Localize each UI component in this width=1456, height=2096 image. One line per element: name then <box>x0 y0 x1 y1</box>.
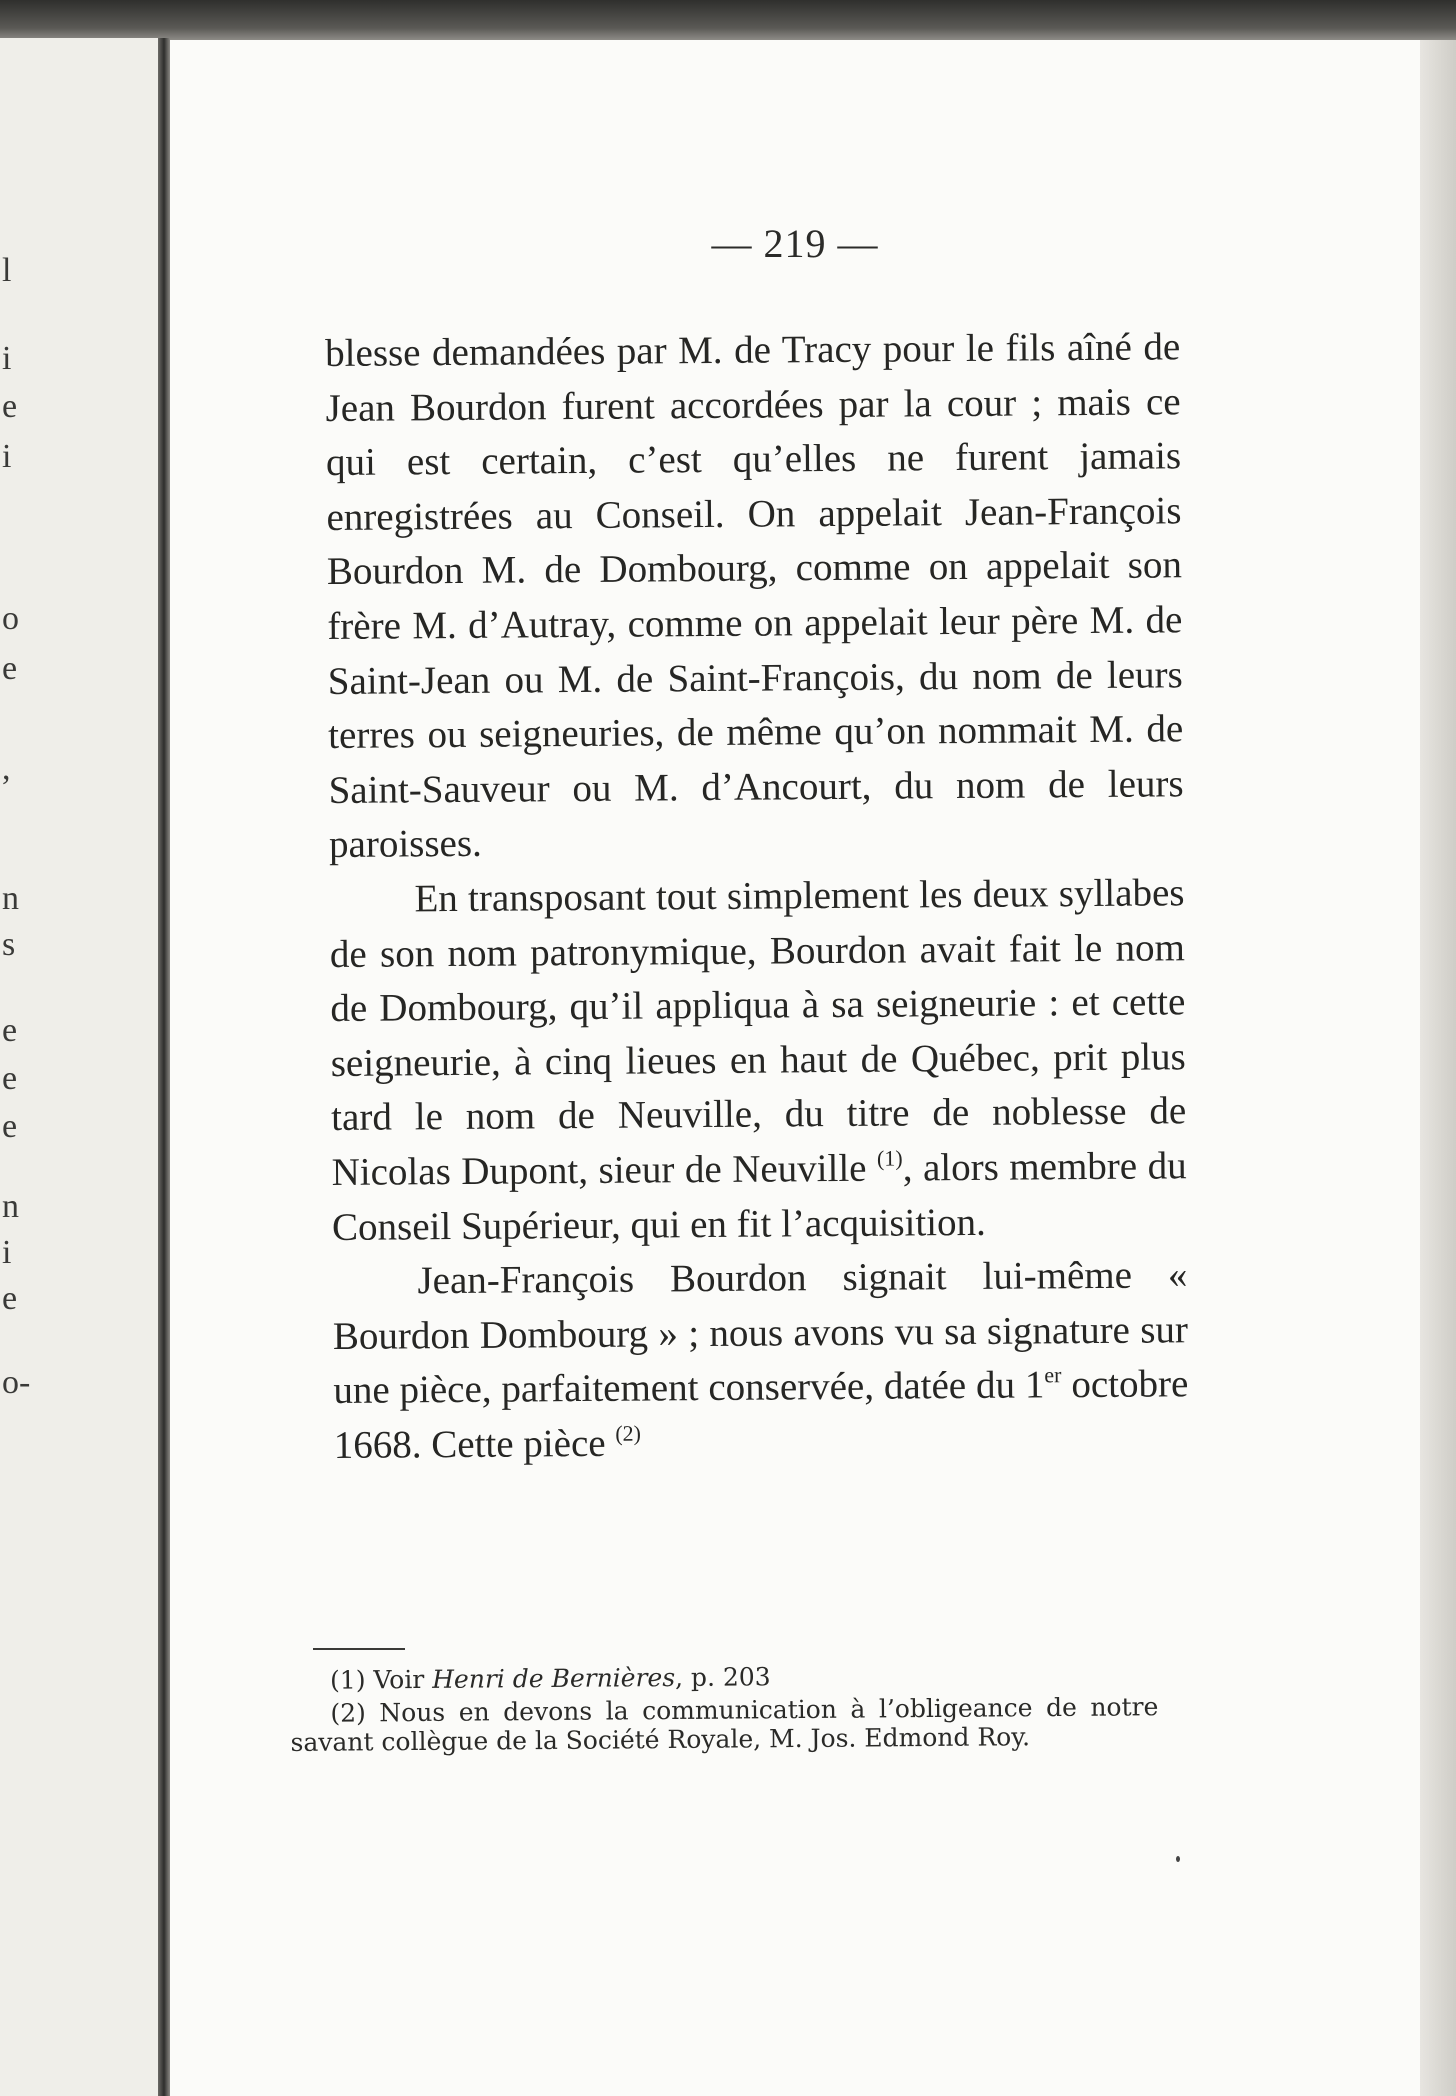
margin-fragment: o <box>2 600 19 637</box>
margin-fragment: e <box>2 388 18 425</box>
cited-title: Henri de Bernières <box>432 1662 676 1694</box>
margin-fragment: , <box>2 750 11 787</box>
ink-speck <box>1176 1856 1180 1862</box>
book-spine <box>158 38 170 2096</box>
margin-fragment: i <box>2 1234 12 1271</box>
footnote-rule <box>313 1648 405 1650</box>
body-text <box>325 320 1189 1473</box>
margin-fragment: n <box>2 880 19 917</box>
margin-fragment: i <box>2 438 12 475</box>
footnote: (2) Nous en devons la communication à l’obligeance de notre savant collègue de la Société Royale, M. Jos. Edmond Roy. <box>290 1692 1159 1757</box>
footnote: (1) Voir Henri de Bernières, p. 203 <box>329 1662 771 1695</box>
footnote-ref: (2) <box>615 1420 642 1446</box>
left-page-sliver <box>0 38 158 2096</box>
margin-fragment: e <box>2 1060 18 1097</box>
paragraph: En transposant tout simplement les deux syllabes de son nom patronymique, Bourdon avait fait le nom de Dombourg, qu’il appliqua à sa seigneurie : et cette seigneurie, à cinq lieues en haut de Québec, prit plus tard le nom de Neuville, du titre de noblesse de Nicolas Dupont, sieur de Neuville $^{(1)}$, alors membre du Conseil Supérieur, qui en fit l’acquisition. <box>329 871 1187 1249</box>
margin-fragment: e <box>2 1280 18 1317</box>
margin-fragment: e <box>2 650 18 687</box>
ordinal-superscript: er <box>1044 1362 1062 1388</box>
right-page-edge <box>1420 40 1456 2096</box>
margin-fragment: e <box>2 1012 18 1049</box>
footnotes <box>290 1659 1159 1761</box>
footnote-ref: (1) <box>876 1145 903 1171</box>
top-page-edge <box>0 0 1456 40</box>
page-number: — 219 — <box>711 221 879 266</box>
margin-fragment: o- <box>2 1364 31 1401</box>
margin-fragment: s <box>2 926 16 963</box>
margin-fragment: i <box>2 340 12 377</box>
margin-fragment: n <box>2 1188 19 1225</box>
paragraph: blesse demandées par M. de Tracy pour le fils aîné de Jean Bourdon furent accordées par la cour ; mais ce qui est certain, c’est qu’elles ne furent jamais enregistrées au Conseil. On appelait Jean-François Bourdon M. de Dombourg, comme on appelait son frère M. d’Autray, comme on appelait leur père M. de Saint-Jean ou M. de Saint-François, du nom de leurs terres ou seigneuries, de même qu’on nommait M. de Saint-Sauveur ou M. d’Ancourt, du nom de leurs paroisses. <box>325 325 1184 867</box>
margin-fragment: e <box>2 1108 18 1145</box>
margin-fragment: l <box>2 252 12 289</box>
paragraph: Jean-François Bourdon signait lui-même « Bourdon Dombourg » ; nous avons vu sa signature sur une pièce, parfaitement conservée, datée du 1er octobre 1668. Cette pièce $^{(2)}$ <box>332 1253 1189 1467</box>
